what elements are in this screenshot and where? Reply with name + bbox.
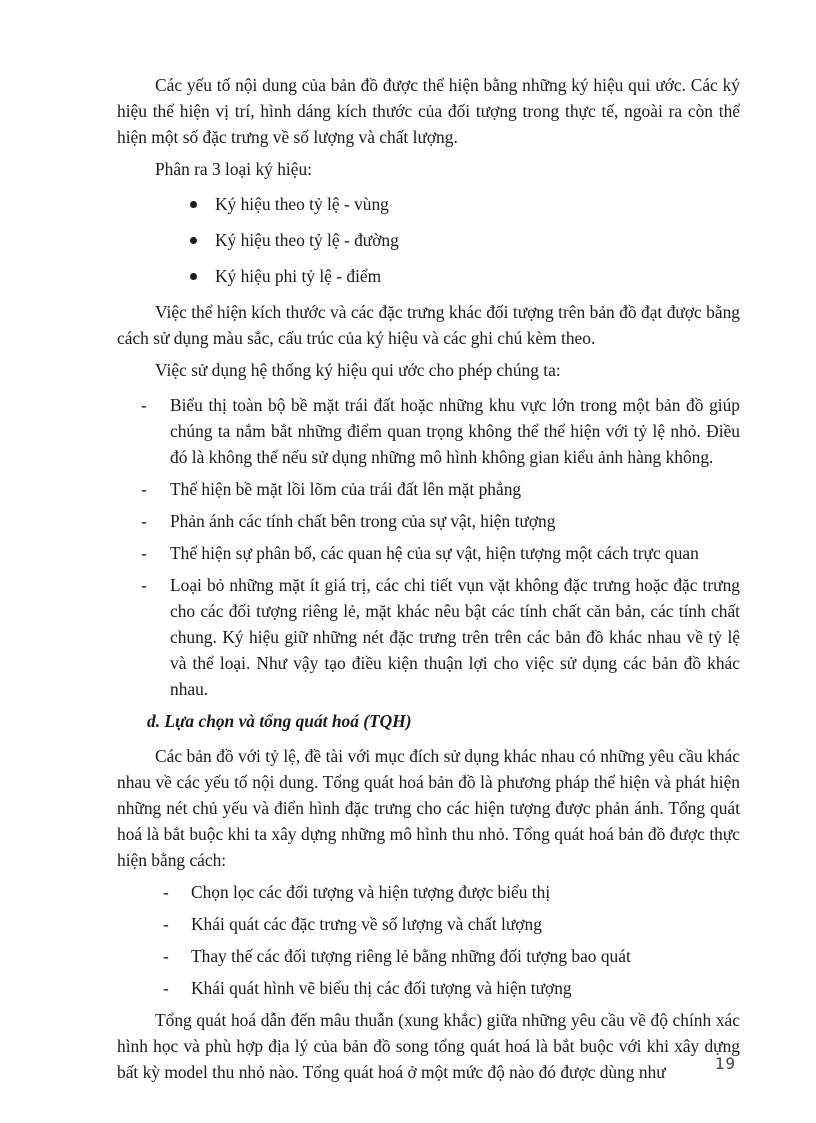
benefits-list <box>117 392 740 702</box>
dash-mark: - <box>163 914 169 934</box>
dash-mark: - <box>141 575 147 595</box>
list-item: - Khái quát các đặc trưng về số lượng và chất lượng <box>117 911 740 937</box>
list-item: - Loại bỏ những mặt ít giá trị, các chi tiết vụn vặt không đặc trưng hoặc đặc trưng cho các đối tượng riêng lẻ, mặt khác nêu bật các tính chất căn bản, các tính chất chung. Ký hiệu giữ những nét đặc trưng trên trên các bản đồ khác nhau về tỷ lệ và thể loại. Như vậy tạo điều kiện thuận lợi cho việc sử dụng các bản đồ khác nhau. <box>117 572 740 702</box>
dash-mark: - <box>141 543 147 563</box>
dash-mark: - <box>163 978 169 998</box>
list-item: - Phản ánh các tính chất bên trong của sự vật, hiện tượng <box>117 508 740 534</box>
list-item: - Thể hiện bề mặt lồi lõm của trái đất lên mặt phẳng <box>117 476 740 502</box>
symbol-types-list <box>117 191 740 289</box>
paragraph-benefits-label: Việc sử dụng hệ thống ký hiệu qui ước cho phép chúng ta: <box>155 360 561 380</box>
dash-mark: - <box>141 395 147 415</box>
paragraph-symbol-representation: Việc thể hiện kích thước và các đặc trưng khác đối tượng trên bản đồ đạt được bằng cách sử dụng màu sắc, cấu trúc của ký hiệu và các ghi chú kèm theo. <box>117 302 740 348</box>
paragraph-generalization-conflict: Tổng quát hoá dẫn đến mâu thuẫn (xung khắc) giữa những yêu cầu về độ chính xác hình học và phù hợp địa lý của bản đồ song tổng quát hoá là bắt buộc với khi xây dựng bất kỳ model thu nhỏ nào. Tổng quát hoá ở một mức độ nào đó được dùng như <box>117 1010 740 1082</box>
dash-mark: - <box>163 946 169 966</box>
list-item: - Thể hiện sự phân bố, các quan hệ của sự vật, hiện tượng một cách trực quan <box>117 540 740 566</box>
list-item: - Khái quát hình vẽ biểu thị các đối tượng và hiện tượng <box>117 975 740 1001</box>
list-item: - Biểu thị toàn bộ bề mặt trái đất hoặc những khu vực lớn trong một bản đồ giúp chúng ta nắm bắt những điểm quan trọng không thể thể hiện với tỷ lệ nhỏ. Điều đó là không thể nếu sử dụng những mô hình không gian kiểu ảnh hàng không. <box>117 392 740 470</box>
dash-mark: - <box>141 511 147 531</box>
section-heading: d. Lựa chọn và tổng quát hoá (TQH) <box>147 711 412 731</box>
document-page <box>117 72 740 1085</box>
list-item: - Chọn lọc các đối tượng và hiện tượng được biểu thị <box>117 879 740 905</box>
dash-mark: - <box>163 882 169 902</box>
paragraph-symbols-intro: Các yếu tố nội dung của bản đồ được thể hiện bằng những ký hiệu qui ước. Các ký hiệu thể hiện vị trí, hình dáng kích thước của đối tượng trong thực tế, ngoài ra còn thể hiện một số đặc trưng về số lượng và chất lượng. <box>117 75 740 147</box>
list-item: - Thay thế các đối tượng riêng lẻ bằng những đối tượng bao quát <box>117 943 740 969</box>
list-item: Ký hiệu phi tỷ lệ - điểm <box>117 263 740 289</box>
page-number: 19 <box>714 1054 736 1073</box>
generalization-methods-list <box>117 879 740 1001</box>
paragraph-symbol-types-label: Phân ra 3 loại ký hiệu: <box>155 159 312 179</box>
paragraph-generalization: Các bản đồ với tỷ lệ, đề tài với mục đích sử dụng khác nhau có những yêu cầu khác nhau về các yếu tố nội dung. Tổng quát hoá bản đồ là phương pháp thể hiện và phát hiện những nét chủ yếu và điển hình đặc trưng cho các hiện tượng được phản ánh. Tổng quát hoá là bắt buộc khi ta xây dựng những mô hình thu nhỏ. Tổng quát hoá bản đồ được thực hiện bằng cách: <box>117 746 740 870</box>
list-item: Ký hiệu theo tỷ lệ - vùng <box>117 191 740 217</box>
list-item: Ký hiệu theo tỷ lệ - đường <box>117 227 740 253</box>
dash-mark: - <box>141 479 147 499</box>
